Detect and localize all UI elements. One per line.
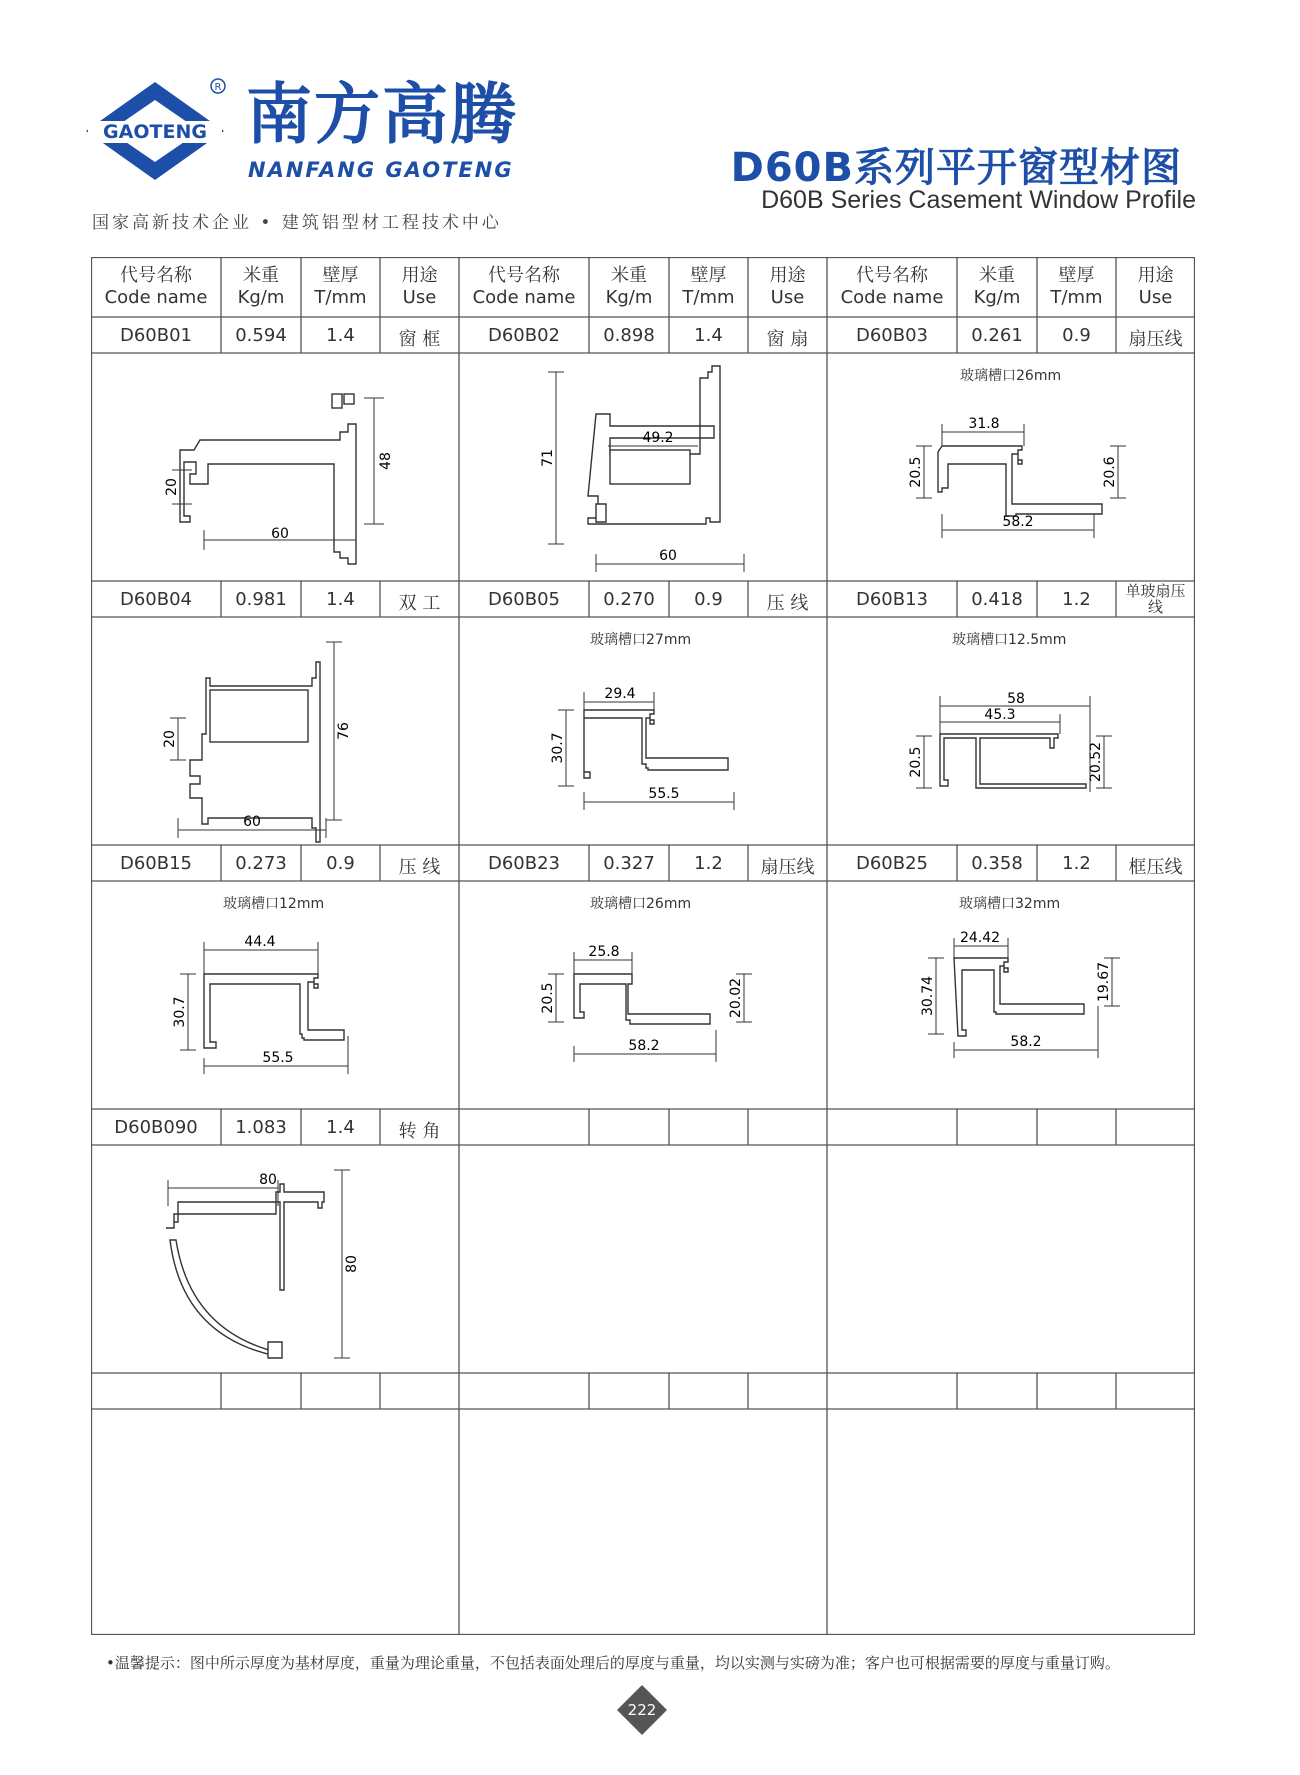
dimension-label: 58	[1007, 691, 1025, 707]
profile-code: D60B02	[487, 325, 561, 346]
dimension-label: 20	[162, 730, 178, 748]
dimension-label: 31.8	[968, 416, 1000, 432]
dimension-label: 58.2	[1002, 514, 1034, 530]
profile-thickness: 0.9	[326, 853, 355, 874]
dimension-label: 60	[243, 814, 261, 830]
spec-row	[91, 325, 1195, 349]
profile-drawing-d60b05	[460, 618, 826, 846]
dimension-label: 30.74	[920, 975, 936, 1017]
dimension-label: 20.5	[908, 746, 924, 778]
profile-drawing-d60b03	[828, 354, 1194, 582]
dimension-label: 60	[271, 526, 289, 542]
col-weight-header: 米重 Kg/m	[973, 265, 1021, 308]
profile-weight: 0.594	[235, 325, 287, 346]
brand-name-en: NANFANG GAOTENG	[248, 158, 514, 182]
dimension-label: 44.4	[244, 934, 276, 950]
profile-thickness: 1.4	[326, 589, 355, 610]
page-number-badge	[615, 1683, 669, 1737]
dimension-label: 71	[540, 449, 556, 467]
dimension-label: 24.42	[959, 930, 1001, 946]
dimension-label: 20.5	[908, 456, 924, 488]
dimension-label: 20.02	[728, 977, 744, 1019]
profile-thickness: 1.4	[326, 325, 355, 346]
profile-weight: 0.358	[971, 853, 1023, 874]
dimension-label: 49.2	[642, 430, 674, 446]
brand-name-cn: 南方高腾	[246, 76, 518, 153]
profile-use: 框压线	[1128, 857, 1183, 878]
dimension-label: 80	[344, 1255, 360, 1273]
col-use-header: 用途 Use	[1137, 265, 1174, 308]
col-use-header: 用途 Use	[769, 265, 806, 308]
profile-use: 窗 扇	[766, 329, 809, 350]
glass-slot-caption: 玻璃槽口27mm	[590, 632, 692, 648]
profile-weight: 0.327	[603, 853, 655, 874]
profile-use: 单玻扇压线	[1125, 582, 1186, 616]
col-thickness-header: 壁厚 T/mm	[682, 265, 735, 308]
dimension-label: 55.5	[262, 1050, 294, 1066]
profile-use: 扇压线	[760, 857, 815, 878]
profile-thickness: 1.2	[694, 853, 723, 874]
logo-text: GAOTENG	[103, 121, 207, 143]
col-use-header: 用途 Use	[401, 265, 438, 308]
profile-use: 窗 框	[398, 329, 441, 350]
dimension-label: 48	[378, 452, 394, 470]
profile-thickness: 1.4	[694, 325, 723, 346]
profile-code: D60B13	[855, 589, 929, 610]
spec-row	[91, 582, 1195, 616]
glass-slot-caption: 玻璃槽口32mm	[959, 896, 1061, 912]
col-code-header: 代号名称 Code name	[104, 265, 208, 308]
profile-drawing-d60b01	[92, 354, 458, 582]
dimension-label: 76	[336, 722, 352, 740]
page-title-cn: D60B系列平开窗型材图	[730, 145, 1182, 191]
spec-row	[91, 1117, 1195, 1141]
col-weight-header: 米重 Kg/m	[237, 265, 285, 308]
col-code-header: 代号名称 Code name	[840, 265, 944, 308]
dimension-label: 20.5	[540, 982, 556, 1014]
glass-slot-caption: 玻璃槽口12mm	[223, 896, 325, 912]
page-number: 222	[627, 1701, 657, 1719]
profile-use: 扇压线	[1128, 329, 1183, 350]
profile-use: 双 工	[398, 593, 441, 614]
dimension-label: 25.8	[588, 944, 620, 960]
dimension-label: 80	[259, 1172, 277, 1188]
footer-note: •温馨提示：图中所示厚度为基材厚度，重量为理论重量，不包括表面处理后的厚度与重量，均以实测与实磅为准；客户也可根据需要的厚度与重量订购。	[106, 1654, 1120, 1672]
profile-weight: 0.270	[603, 589, 655, 610]
profile-thickness: 0.9	[694, 589, 723, 610]
profile-code: D60B15	[119, 853, 193, 874]
spec-row	[91, 853, 1195, 877]
dimension-label: 55.5	[648, 786, 680, 802]
glass-slot-caption: 玻璃槽口26mm	[590, 896, 692, 912]
profile-drawing-d60b02	[460, 354, 826, 582]
dimension-label: 19.67	[1096, 961, 1112, 1003]
profile-code: D60B03	[855, 325, 929, 346]
profile-use: 压 线	[766, 593, 809, 614]
dimension-label: 60	[659, 548, 677, 564]
profile-weight: 0.273	[235, 853, 287, 874]
profile-drawing-d60b23	[460, 882, 826, 1110]
col-thickness-header: 壁厚 T/mm	[314, 265, 367, 308]
profile-thickness: 1.2	[1062, 853, 1091, 874]
profile-thickness: 0.9	[1062, 325, 1091, 346]
glass-slot-caption: 玻璃槽口12.5mm	[952, 632, 1067, 648]
profile-code: D60B25	[855, 853, 929, 874]
profile-drawing-d60b25	[828, 882, 1194, 1110]
col-thickness-header: 壁厚 T/mm	[1050, 265, 1103, 308]
profile-code: D60B04	[119, 589, 193, 610]
profile-drawing-d60b090	[92, 1146, 458, 1374]
profile-thickness: 1.4	[326, 1117, 355, 1138]
profile-drawing-d60b13	[828, 618, 1194, 846]
slogan: 国家高新技术企业 • 建筑铝型材工程技术中心	[92, 213, 502, 233]
profile-use: 转 角	[398, 1121, 441, 1142]
profile-code: D60B01	[119, 325, 193, 346]
page-title-en: D60B Series Casement Window Profile	[761, 186, 1196, 214]
profile-use: 压 线	[398, 857, 441, 878]
brand-logo	[80, 76, 230, 186]
dimension-label: 30.7	[550, 732, 566, 764]
svg-text:R: R	[214, 82, 222, 93]
dimension-label: 58.2	[628, 1038, 660, 1054]
profile-thickness: 1.2	[1062, 589, 1091, 610]
profile-drawing-d60b15	[92, 882, 458, 1110]
profile-weight: 1.083	[235, 1117, 287, 1138]
profile-code: D60B23	[487, 853, 561, 874]
glass-slot-caption: 玻璃槽口26mm	[960, 368, 1062, 384]
dimension-label: 20.6	[1102, 456, 1118, 488]
profile-drawing-d60b04	[92, 618, 458, 846]
table-header	[91, 265, 1195, 315]
dimension-label: 20.52	[1088, 741, 1104, 783]
dimension-label: 45.3	[984, 707, 1016, 723]
col-code-header: 代号名称 Code name	[472, 265, 576, 308]
profile-weight: 0.418	[971, 589, 1023, 610]
profile-code: D60B090	[114, 1117, 198, 1138]
col-weight-header: 米重 Kg/m	[605, 265, 653, 308]
profile-code: D60B05	[487, 589, 561, 610]
dimension-label: 29.4	[604, 686, 636, 702]
dimension-label: 20	[164, 478, 180, 496]
profile-weight: 0.981	[235, 589, 287, 610]
profile-weight: 0.898	[603, 325, 655, 346]
profile-weight: 0.261	[971, 325, 1023, 346]
dimension-label: 30.7	[172, 996, 188, 1028]
dimension-label: 58.2	[1010, 1034, 1042, 1050]
